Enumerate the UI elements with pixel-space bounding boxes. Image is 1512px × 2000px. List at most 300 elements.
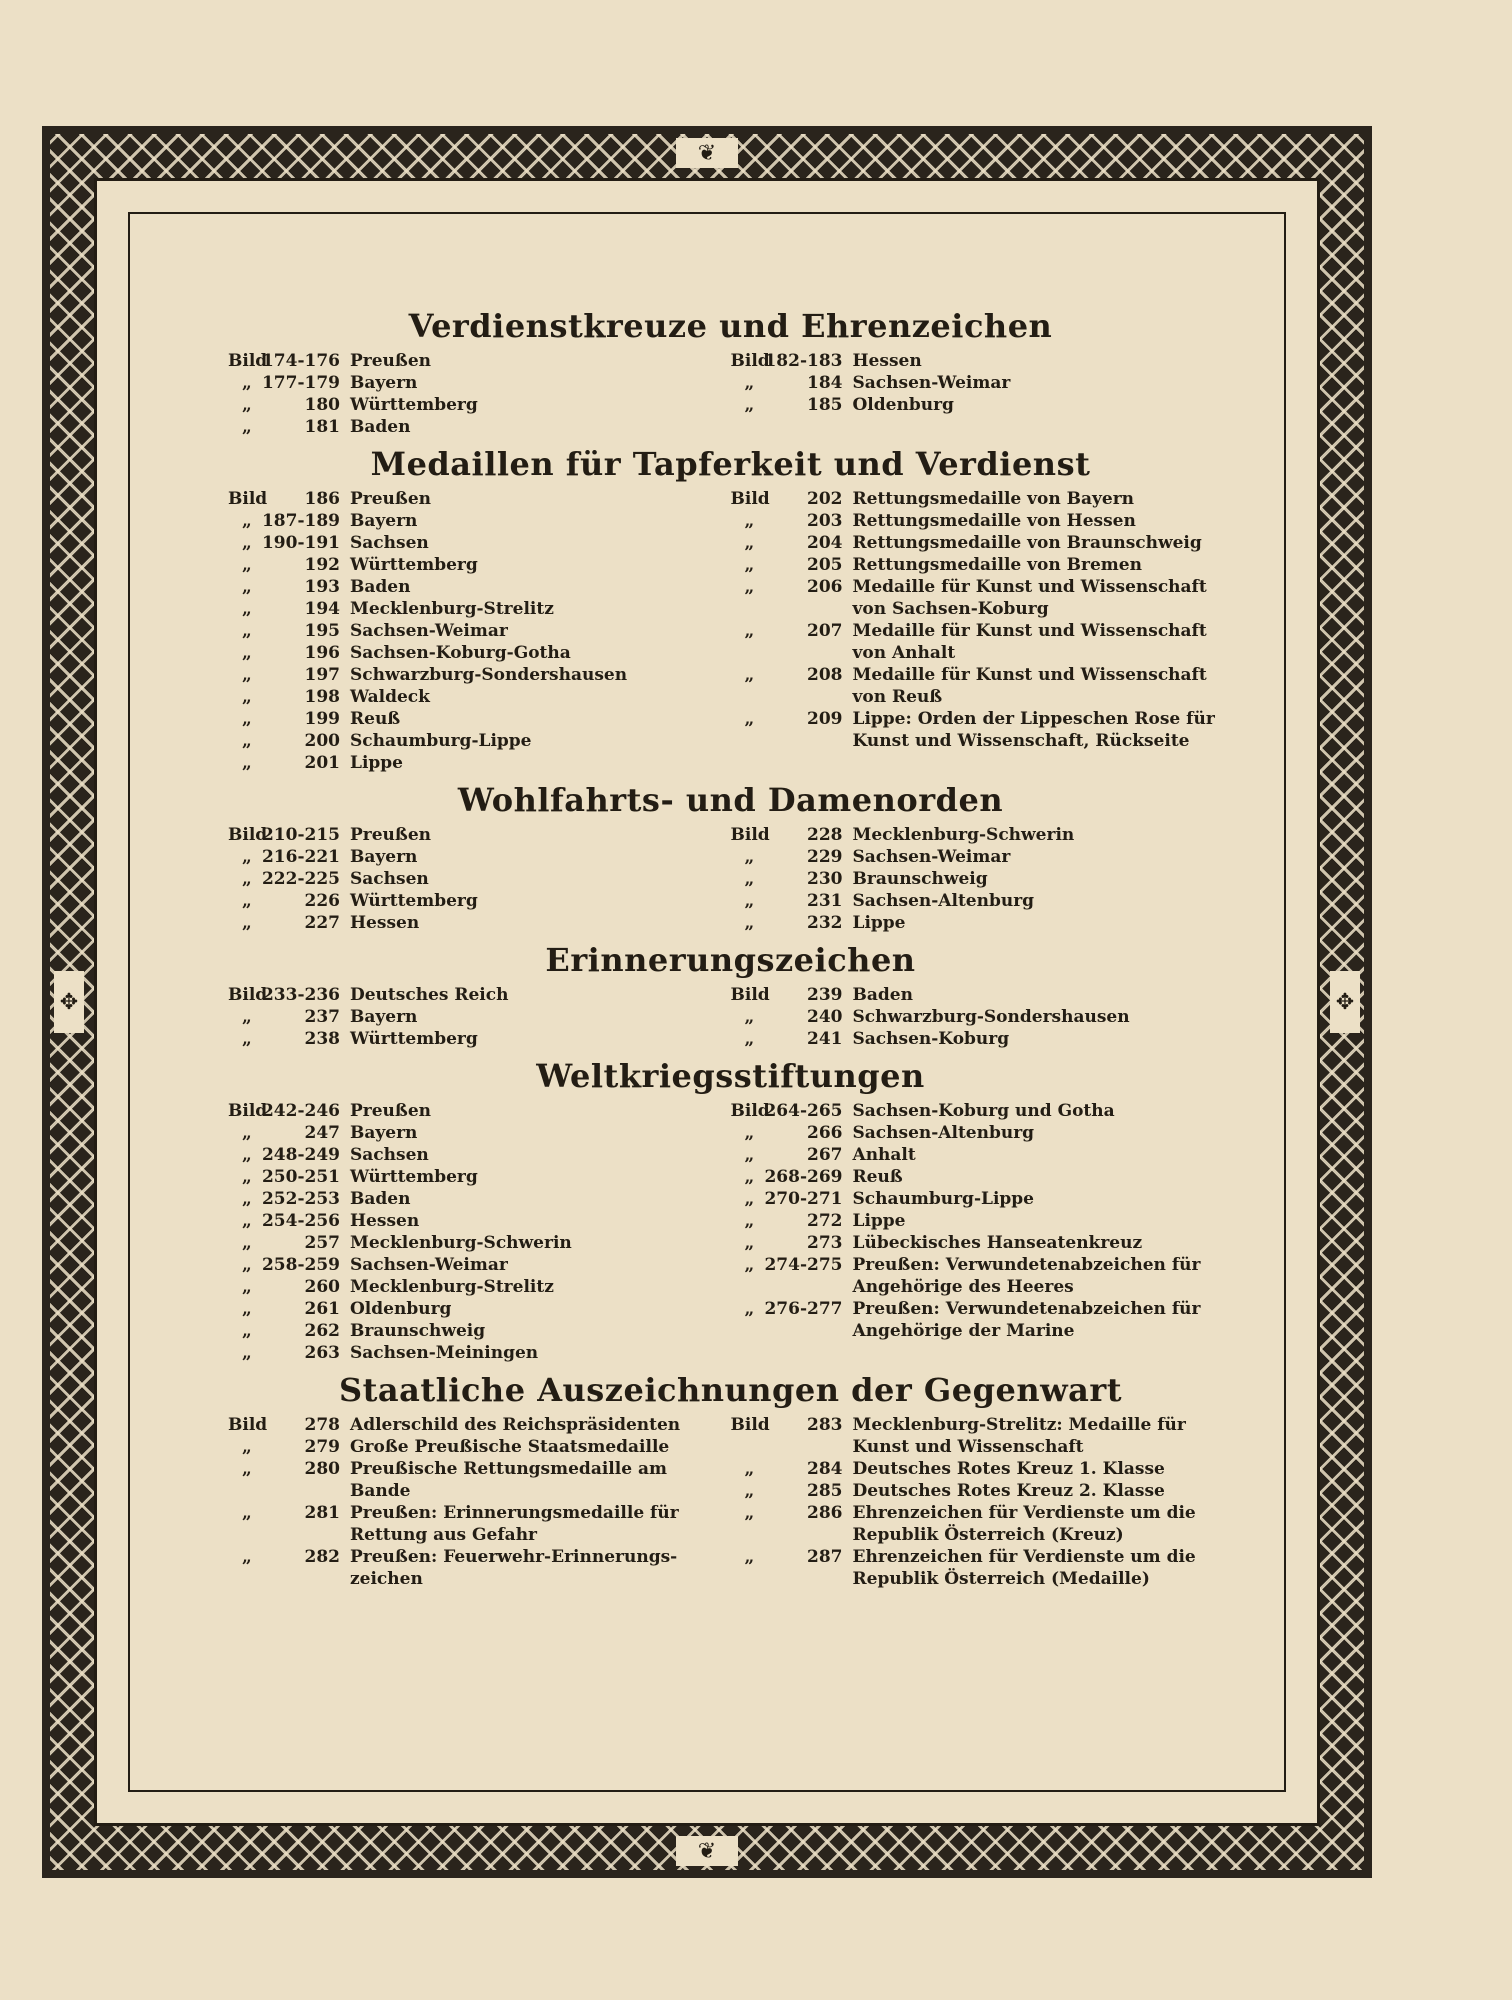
figure-reference: [228, 686, 346, 708]
section-columns: [228, 488, 1233, 774]
figure-number: 273: [807, 1233, 843, 1253]
list-item: [228, 510, 731, 532]
figure-prefix: „: [744, 1503, 755, 1523]
figure-reference: [228, 752, 346, 774]
figure-number: 260: [304, 1277, 340, 1297]
entry-description: Württemberg: [350, 555, 478, 575]
figure-number: 239: [807, 985, 843, 1005]
figure-number: 279: [304, 1437, 340, 1457]
figure-number: 282: [304, 1547, 340, 1567]
figure-number: 177-179: [261, 373, 340, 393]
list-item: [228, 350, 731, 372]
list-item: [731, 1006, 1234, 1028]
figure-reference: [228, 1276, 346, 1298]
figure-prefix: „: [744, 847, 755, 867]
figure-reference: [228, 1006, 346, 1028]
figure-number: 270-271: [764, 1189, 843, 1209]
figure-reference: [228, 1028, 346, 1050]
figure-number: 272: [807, 1211, 843, 1231]
entry-description: Württemberg: [350, 1029, 478, 1049]
figure-number: 205: [807, 555, 843, 575]
entry-description: Preußen: Erinnerungsmedaille für Rettung aus Gefahr: [350, 1503, 679, 1545]
figure-reference: [731, 394, 849, 416]
column-right: [731, 1100, 1234, 1364]
figure-number: 262: [304, 1321, 340, 1341]
figure-prefix: Bild: [228, 1101, 268, 1121]
figure-number: 241: [807, 1029, 843, 1049]
entry-description: Preußische Rettungsmedaille am Bande: [350, 1459, 667, 1501]
figure-prefix: Bild: [730, 985, 770, 1005]
figure-prefix: „: [242, 1007, 252, 1027]
figure-number: 280: [304, 1459, 340, 1479]
list-item: [228, 890, 731, 912]
figure-prefix: Bild: [228, 351, 268, 371]
figure-reference: [228, 846, 346, 868]
list-item: [731, 510, 1234, 532]
figure-reference: [228, 1166, 346, 1188]
figure-prefix: „: [242, 753, 252, 773]
figure-reference: [228, 598, 346, 620]
list-item: [731, 1232, 1234, 1254]
list-item: [228, 984, 731, 1006]
figure-reference: [731, 488, 849, 510]
figure-prefix: „: [242, 599, 252, 619]
entry-description: Preußen: Verwundetenabzeichen für Angehörige des Heeres: [852, 1255, 1201, 1297]
list-item: [731, 1414, 1234, 1458]
figure-reference: [731, 1298, 849, 1342]
entry-description: Braunschweig: [852, 869, 988, 889]
index-section: [228, 1056, 1233, 1364]
figure-reference: [228, 532, 346, 554]
figure-number: 186: [304, 489, 340, 509]
figure-reference: [731, 846, 849, 868]
figure-number: 180: [304, 395, 340, 415]
entry-description: Sachsen: [350, 533, 429, 553]
list-item: [731, 1254, 1234, 1298]
list-item: [731, 708, 1234, 752]
figure-reference: [228, 1254, 346, 1276]
figure-reference: [228, 1342, 346, 1364]
figure-prefix: „: [242, 891, 252, 911]
list-item: [228, 846, 731, 868]
list-item: [228, 708, 731, 730]
entry-description: Württemberg: [350, 395, 478, 415]
figure-number: 200: [304, 731, 340, 751]
list-item: [228, 1458, 731, 1502]
column-left: [228, 984, 731, 1050]
figure-prefix: „: [242, 1277, 252, 1297]
index-section: [228, 1370, 1233, 1590]
figure-number: 201: [304, 753, 340, 773]
entry-description: Baden: [350, 577, 411, 597]
entry-description: Oldenburg: [852, 395, 954, 415]
figure-prefix: „: [744, 665, 755, 685]
figure-reference: [228, 620, 346, 642]
entry-description: Preußen: [350, 825, 432, 845]
list-item: [228, 372, 731, 394]
figure-number: 202: [807, 489, 843, 509]
section-title: Wohlfahrts- und Damenorden: [457, 781, 1004, 819]
list-item: [731, 664, 1234, 708]
list-item: [731, 1100, 1234, 1122]
column-left: [228, 1414, 731, 1590]
list-item: [228, 1436, 731, 1458]
section-title: Erinnerungszeichen: [545, 941, 916, 979]
figure-number: 199: [304, 709, 340, 729]
figure-prefix: „: [744, 1189, 755, 1209]
figure-reference: [228, 350, 346, 372]
figure-prefix: „: [744, 1233, 755, 1253]
index-section: [228, 780, 1233, 934]
figure-reference: [731, 1028, 849, 1050]
list-item: [731, 488, 1234, 510]
figure-number: 261: [304, 1299, 340, 1319]
entry-description: Oldenburg: [350, 1299, 452, 1319]
figure-number: 238: [304, 1029, 340, 1049]
entry-description: Baden: [852, 985, 913, 1005]
figure-prefix: Bild: [228, 985, 268, 1005]
figure-number: 195: [304, 621, 340, 641]
figure-number: 185: [807, 395, 843, 415]
figure-prefix: „: [744, 1547, 755, 1567]
entry-description: Adlerschild des Reichspräsidenten: [350, 1415, 681, 1435]
list-item: [731, 912, 1234, 934]
entry-description: Braunschweig: [350, 1321, 486, 1341]
entry-description: Mecklenburg-Strelitz: [350, 599, 554, 619]
list-item: [731, 984, 1234, 1006]
list-item: [228, 1166, 731, 1188]
figure-prefix: Bild: [730, 489, 770, 509]
list-item: [731, 1144, 1234, 1166]
figure-reference: [731, 1188, 849, 1210]
figure-reference: [731, 1502, 849, 1546]
entry-description: Preußen: Feuerwehr-Erinnerungs-zeichen: [350, 1547, 678, 1589]
list-item: [228, 1254, 731, 1276]
figure-reference: [731, 1414, 849, 1458]
figure-prefix: „: [744, 1299, 755, 1319]
figure-reference: [228, 1100, 346, 1122]
figure-prefix: „: [242, 373, 252, 393]
figure-reference: [731, 890, 849, 912]
section-title: Staatliche Auszeichnungen der Gegenwart: [338, 1371, 1123, 1409]
entry-description: Lippe: [852, 1211, 906, 1231]
figure-prefix: Bild: [228, 1415, 268, 1435]
figure-number: 240: [807, 1007, 843, 1027]
entry-description: Sachsen: [350, 869, 429, 889]
entry-description: Baden: [350, 417, 411, 437]
figure-number: 203: [807, 511, 843, 531]
figure-prefix: „: [744, 511, 755, 531]
entry-description: Preußen: [350, 489, 432, 509]
list-item: [228, 642, 731, 664]
entry-description: Preußen: [350, 351, 432, 371]
figure-number: 287: [807, 1547, 843, 1567]
figure-number: 274-275: [764, 1255, 843, 1275]
figure-reference: [731, 510, 849, 532]
entry-description: Mecklenburg-Strelitz: Medaille für Kunst und Wissenschaft: [852, 1415, 1186, 1457]
figure-prefix: „: [744, 555, 755, 575]
figure-prefix: „: [744, 533, 755, 553]
figure-prefix: Bild: [730, 351, 770, 371]
entry-description: Hessen: [350, 1211, 420, 1231]
figure-number: 250-251: [261, 1167, 340, 1187]
fleuron-left-icon: ✥: [54, 971, 84, 1033]
figure-reference: [228, 1144, 346, 1166]
section-title: Medaillen für Tapferkeit und Verdienst: [370, 445, 1091, 483]
list-item: [228, 1276, 731, 1298]
entry-description: Bayern: [350, 1123, 418, 1143]
fleuron-bottom-icon: ❦: [676, 1836, 738, 1866]
figure-prefix: „: [744, 1255, 755, 1275]
figure-reference: [731, 664, 849, 708]
figure-reference: [731, 1122, 849, 1144]
entry-description: Medaille für Kunst und Wissenschaft von Anhalt: [852, 621, 1207, 663]
figure-prefix: „: [242, 869, 252, 889]
entry-description: Ehrenzeichen für Verdienste um die Republik Österreich (Kreuz): [852, 1503, 1196, 1545]
entry-description: Mecklenburg-Schwerin: [350, 1233, 572, 1253]
list-item: [731, 532, 1234, 554]
figure-prefix: „: [242, 665, 252, 685]
entry-description: Sachsen-Koburg: [852, 1029, 1010, 1049]
figure-number: 286: [807, 1503, 843, 1523]
figure-number: 228: [807, 825, 843, 845]
figure-number: 196: [304, 643, 340, 663]
list-item: [228, 686, 731, 708]
entry-description: Ehrenzeichen für Verdienste um die Republik Österreich (Medaille): [852, 1547, 1196, 1589]
list-item: [731, 1210, 1234, 1232]
list-item: [228, 576, 731, 598]
figure-number: 204: [807, 533, 843, 553]
figure-number: 264-265: [764, 1101, 843, 1121]
figure-prefix: „: [744, 1007, 755, 1027]
entry-description: Lippe: [852, 913, 906, 933]
entry-description: Rettungsmedaille von Hessen: [852, 511, 1136, 531]
list-item: [228, 1210, 731, 1232]
list-item: [731, 1502, 1234, 1546]
figure-number: 222-225: [261, 869, 340, 889]
entry-description: Medaille für Kunst und Wissenschaft von Sachsen-Koburg: [852, 577, 1207, 619]
figure-prefix: „: [242, 1233, 252, 1253]
figure-reference: [731, 912, 849, 934]
entry-description: Sachsen-Altenburg: [852, 1123, 1035, 1143]
list-item: [228, 868, 731, 890]
index-content: [228, 306, 1233, 1590]
entry-description: Deutsches Rotes Kreuz 1. Klasse: [852, 1459, 1165, 1479]
figure-number: 184: [807, 373, 843, 393]
entry-description: Lippe: [350, 753, 404, 773]
figure-reference: [731, 1546, 849, 1590]
figure-reference: [228, 642, 346, 664]
figure-reference: [731, 1166, 849, 1188]
entry-description: Reuß: [350, 709, 401, 729]
figure-number: 232: [807, 913, 843, 933]
entry-description: Preußen: [350, 1101, 432, 1121]
figure-reference: [731, 1210, 849, 1232]
figure-prefix: „: [744, 1481, 755, 1501]
section-columns: [228, 824, 1233, 934]
column-right: [731, 350, 1234, 438]
figure-number: 278: [304, 1415, 340, 1435]
entry-description: Baden: [350, 1189, 411, 1209]
list-item: [228, 1546, 731, 1590]
entry-description: Sachsen-Weimar: [852, 847, 1011, 867]
figure-prefix: „: [242, 913, 252, 933]
column-left: [228, 350, 731, 438]
entry-description: Bayern: [350, 511, 418, 531]
list-item: [731, 554, 1234, 576]
figure-reference: [228, 912, 346, 934]
figure-reference: [228, 1210, 346, 1232]
entry-description: Bayern: [350, 847, 418, 867]
figure-prefix: „: [744, 913, 755, 933]
figure-prefix: „: [242, 847, 252, 867]
fleuron-right-icon: ✥: [1330, 971, 1360, 1033]
figure-prefix: „: [242, 621, 252, 641]
figure-prefix: „: [242, 1459, 252, 1479]
figure-reference: [731, 1458, 849, 1480]
figure-number: 263: [304, 1343, 340, 1363]
list-item: [228, 1502, 731, 1546]
list-item: [228, 730, 731, 752]
figure-reference: [731, 350, 849, 372]
list-item: [228, 1232, 731, 1254]
entry-description: Preußen: Verwundetenabzeichen für Angehörige der Marine: [852, 1299, 1201, 1341]
list-item: [228, 416, 731, 438]
column-right: [731, 824, 1234, 934]
figure-reference: [228, 868, 346, 890]
figure-number: 187-189: [261, 511, 340, 531]
figure-reference: [228, 576, 346, 598]
figure-prefix: „: [242, 1029, 252, 1049]
figure-reference: [228, 416, 346, 438]
figure-reference: [228, 1458, 346, 1502]
figure-reference: [228, 554, 346, 576]
figure-prefix: „: [242, 417, 252, 437]
entry-description: Sachsen-Altenburg: [852, 891, 1035, 911]
list-item: [731, 1028, 1234, 1050]
figure-reference: [228, 890, 346, 912]
figure-prefix: „: [242, 577, 252, 597]
figure-number: 174-176: [261, 351, 340, 371]
list-item: [731, 1298, 1234, 1342]
list-item: [228, 664, 731, 686]
figure-prefix: „: [744, 709, 755, 729]
figure-reference: [731, 868, 849, 890]
entry-description: Sachsen: [350, 1145, 429, 1165]
figure-prefix: „: [744, 1167, 755, 1187]
list-item: [228, 1006, 731, 1028]
figure-prefix: „: [242, 1547, 252, 1567]
entry-description: Reuß: [852, 1167, 903, 1187]
list-item: [228, 1342, 731, 1364]
figure-prefix: „: [242, 1255, 252, 1275]
index-section: [228, 306, 1233, 438]
figure-prefix: „: [242, 533, 252, 553]
column-right: [731, 1414, 1234, 1590]
figure-number: 258-259: [261, 1255, 340, 1275]
figure-number: 285: [807, 1481, 843, 1501]
entry-description: Bayern: [350, 373, 418, 393]
list-item: [228, 824, 731, 846]
list-item: [228, 752, 731, 774]
entry-description: Sachsen-Koburg-Gotha: [350, 643, 571, 663]
column-left: [228, 824, 731, 934]
figure-prefix: „: [744, 1145, 755, 1165]
figure-number: 283: [807, 1415, 843, 1435]
figure-reference: [731, 1144, 849, 1166]
column-left: [228, 1100, 731, 1364]
list-item: [731, 372, 1234, 394]
figure-prefix: Bild: [730, 825, 770, 845]
figure-reference: [228, 664, 346, 686]
fleuron-top-icon: ❦: [676, 138, 738, 168]
entry-description: Hessen: [350, 913, 420, 933]
entry-description: Sachsen-Weimar: [350, 1255, 508, 1275]
figure-reference: [228, 1298, 346, 1320]
list-item: [731, 824, 1234, 846]
list-item: [731, 1546, 1234, 1590]
figure-reference: [228, 394, 346, 416]
figure-prefix: „: [744, 1029, 755, 1049]
figure-prefix: „: [242, 1343, 252, 1363]
figure-number: 227: [304, 913, 340, 933]
figure-reference: [731, 1100, 849, 1122]
figure-number: 284: [807, 1459, 843, 1479]
list-item: [731, 576, 1234, 620]
figure-number: 252-253: [261, 1189, 340, 1209]
figure-prefix: „: [242, 555, 252, 575]
entry-description: Schwarzburg-Sondershausen: [350, 665, 628, 685]
figure-prefix: „: [242, 1123, 252, 1143]
entry-description: Sachsen-Koburg und Gotha: [852, 1101, 1115, 1121]
figure-prefix: „: [744, 1211, 755, 1231]
list-item: [731, 1480, 1234, 1502]
entry-description: Mecklenburg-Strelitz: [350, 1277, 554, 1297]
figure-prefix: „: [242, 1211, 252, 1231]
entry-description: Medaille für Kunst und Wissenschaft von Reuß: [852, 665, 1207, 707]
figure-prefix: „: [744, 891, 755, 911]
section-title: Verdienstkreuze und Ehrenzeichen: [408, 307, 1053, 345]
figure-prefix: „: [242, 1145, 252, 1165]
section-columns: [228, 1100, 1233, 1364]
section-columns: [228, 984, 1233, 1050]
figure-number: 268-269: [764, 1167, 843, 1187]
list-item: [228, 1100, 731, 1122]
figure-prefix: „: [242, 709, 252, 729]
entry-description: Mecklenburg-Schwerin: [852, 825, 1075, 845]
figure-reference: [731, 372, 849, 394]
entry-description: Deutsches Reich: [350, 985, 509, 1005]
figure-number: 229: [807, 847, 843, 867]
list-item: [228, 394, 731, 416]
entry-description: Hessen: [852, 351, 922, 371]
entry-description: Lübeckisches Hanseatenkreuz: [852, 1233, 1143, 1253]
list-item: [228, 1144, 731, 1166]
figure-prefix: „: [242, 1321, 252, 1341]
figure-reference: [731, 554, 849, 576]
figure-number: 216-221: [261, 847, 340, 867]
figure-number: 254-256: [261, 1211, 340, 1231]
list-item: [731, 1166, 1234, 1188]
figure-number: 281: [304, 1503, 340, 1523]
list-item: [228, 532, 731, 554]
figure-number: 267: [807, 1145, 843, 1165]
list-item: [731, 846, 1234, 868]
figure-number: 233-236: [261, 985, 340, 1005]
figure-reference: [228, 1232, 346, 1254]
figure-reference: [228, 708, 346, 730]
figure-number: 266: [807, 1123, 843, 1143]
